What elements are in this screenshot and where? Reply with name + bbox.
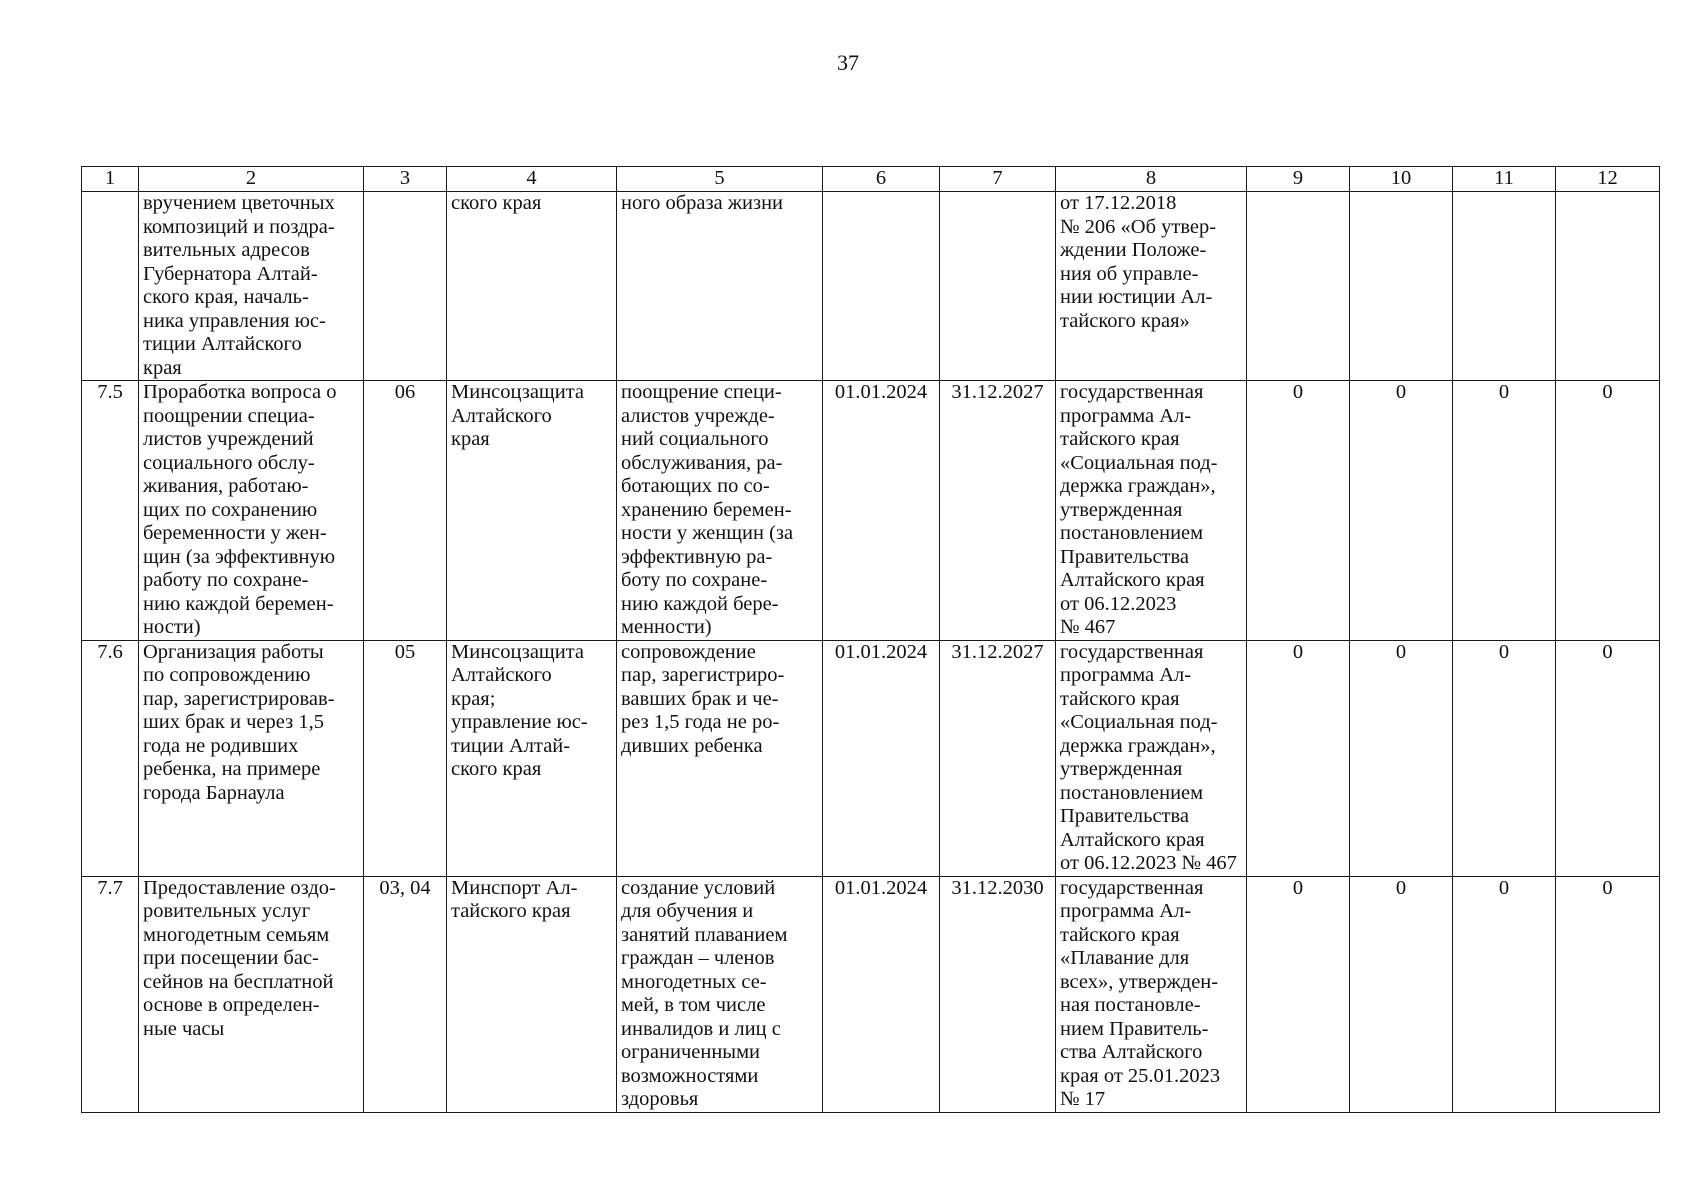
table-row xyxy=(82,192,1660,381)
value-cell: 0 xyxy=(1292,640,1304,663)
column-header: 12 xyxy=(1556,167,1660,192)
column-header: 11 xyxy=(1453,167,1556,192)
result-cell: поощрение специ- алистов учрежде- ний социального обслуживания, ра- ботающих по со- хранению беремен- ности у женщин (за эффективную ра- боту по сохране- нию каждой бере- менности) xyxy=(621,381,794,638)
executor-cell: ского края xyxy=(451,192,542,214)
value-cell: 0 xyxy=(1292,876,1304,899)
value-cell: 0 xyxy=(1395,876,1407,899)
end-date: 31.12.2027 xyxy=(951,640,1044,663)
basis-cell: государственная программа Ал- тайского края «Социальная под- держка граждан», утвержденная постановлением Правительства Алтайского края от 06.12.2023 № 467 xyxy=(1060,640,1237,874)
value-cell: 0 xyxy=(1602,381,1613,403)
code-cell: 05 xyxy=(394,640,416,663)
table-row xyxy=(82,876,1660,1112)
executor-cell: Минсоцзащита Алтайского края xyxy=(451,381,584,450)
code-cell: 06 xyxy=(394,381,416,403)
start-date: 01.01.2024 xyxy=(834,640,928,663)
basis-cell: от 17.12.2018 № 206 «Об утвер- ждении Положе- ния об управле- нии юстиции Ал- тайского края» xyxy=(1060,192,1217,332)
row-number: 7.5 xyxy=(97,381,123,403)
value-cell: 0 xyxy=(1292,381,1304,403)
result-cell: ного образа жизни xyxy=(621,192,784,214)
value-cell: 0 xyxy=(1602,876,1613,899)
column-header: 9 xyxy=(1247,167,1350,192)
value-cell: 0 xyxy=(1498,640,1510,663)
table-row xyxy=(82,381,1660,641)
measure-name: Проработка вопроса о поощрении специа- листов учреждений социального обслу- живания, работаю- щих по сохранению беременности у жен- щин (за эффективную работу по сохране- нию каждой беремен- ности) xyxy=(143,381,337,638)
column-header: 7 xyxy=(940,167,1056,192)
result-cell: создание условий для обучения и занятий плаванием граждан – членов многодетных се- мей, в том числе инвалидов и лиц с ограниченными возможностями здоровья xyxy=(621,876,788,1110)
column-header: 3 xyxy=(364,167,447,192)
start-date: 01.01.2024 xyxy=(834,876,928,899)
column-header: 4 xyxy=(447,167,617,192)
measure-name: Предоставление оздо- ровительных услуг многодетным семьям при посещении бас- сейнов на бесплатной основе в определен- ные часы xyxy=(143,876,336,1040)
column-header: 6 xyxy=(823,167,940,192)
column-header: 10 xyxy=(1350,167,1453,192)
row-number: 7.7 xyxy=(97,876,123,899)
column-header: 1 xyxy=(82,167,139,192)
end-date: 31.12.2030 xyxy=(951,876,1044,899)
basis-cell: государственная программа Ал- тайского края «Плавание для всех», утвержден- ная постановле- нием Правитель- ства Алтайского края от 25.01.2023 № 17 xyxy=(1060,876,1221,1110)
start-date: 01.01.2024 xyxy=(834,381,928,403)
measures-table xyxy=(81,166,1660,1113)
basis-cell: государственная программа Ал- тайского края «Социальная под- держка граждан», утвержденная постановлением Правительства Алтайского края от 06.12.2023 № 467 xyxy=(1060,381,1218,638)
value-cell: 0 xyxy=(1395,640,1407,663)
measure-name: Организация работы по сопровождению пар, зарегистрировав- ших брак и через 1,5 года не родивших ребенка, на примере города Барнаула xyxy=(143,640,335,804)
row-number: 7.6 xyxy=(97,640,123,663)
table-row xyxy=(82,640,1660,876)
value-cell: 0 xyxy=(1498,876,1510,899)
measure-name: вручением цветочных композиций и поздра- вительных адресов Губернатора Алтай- ского края, началь- ника управления юс- тиции Алтайского края xyxy=(143,192,335,379)
page-number: 37 xyxy=(837,50,859,75)
executor-cell: Минсоцзащита Алтайского края; управление юс- тиции Алтай- ского края xyxy=(451,640,588,780)
end-date: 31.12.2027 xyxy=(951,381,1044,403)
value-cell: 0 xyxy=(1602,640,1613,663)
header-row xyxy=(82,167,1660,192)
value-cell: 0 xyxy=(1395,381,1407,403)
column-header: 5 xyxy=(617,167,823,192)
executor-cell: Минспорт Ал- тайского края xyxy=(451,876,578,922)
value-cell: 0 xyxy=(1498,381,1510,403)
result-cell: сопровождение пар, зарегистриро- вавших брак и че- рез 1,5 года не ро- дивших ребенка xyxy=(621,640,785,757)
column-header: 2 xyxy=(139,167,364,192)
column-header: 8 xyxy=(1056,167,1247,192)
code-cell: 03, 04 xyxy=(379,876,431,899)
